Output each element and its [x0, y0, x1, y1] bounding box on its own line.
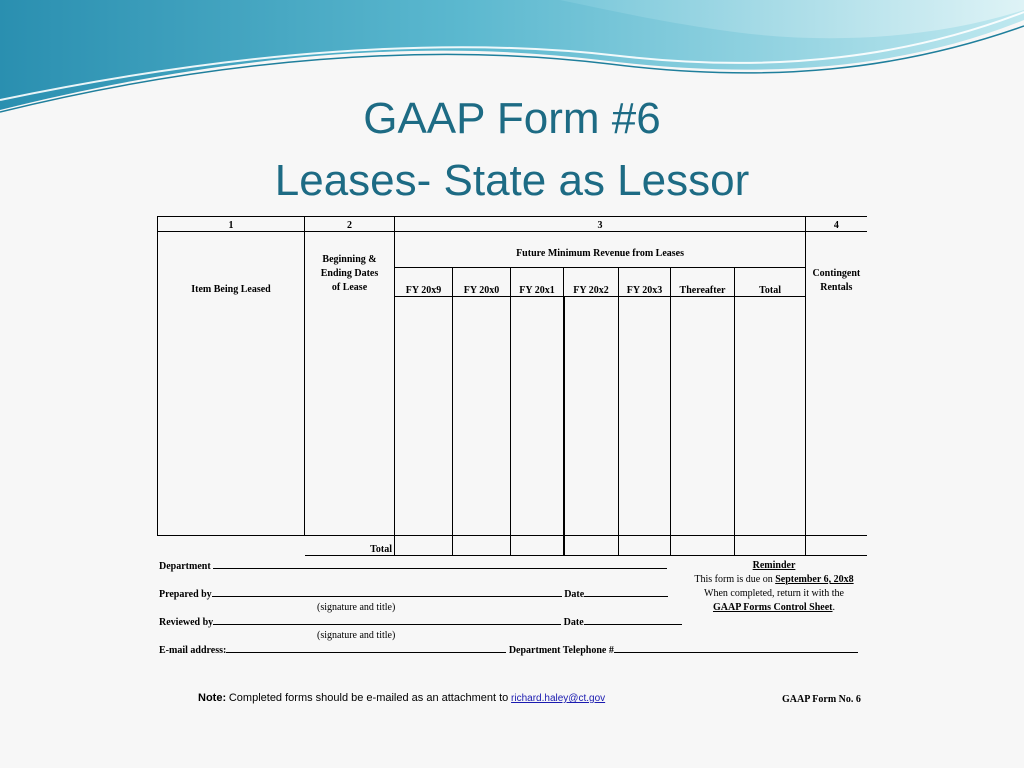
dept-phone-field[interactable]: [614, 644, 858, 653]
prepared-by-field[interactable]: [212, 588, 562, 597]
fy-cell[interactable]: [564, 297, 619, 536]
total-thereafter-cell[interactable]: [671, 536, 735, 556]
dates-header-line: of Lease: [331, 281, 368, 293]
fy-cell[interactable]: [619, 297, 671, 536]
contingent-line: Contingent: [812, 267, 861, 279]
contingent-header: [806, 232, 867, 297]
item-header: Item Being Leased: [158, 232, 305, 297]
total-fy-cell[interactable]: [511, 536, 564, 556]
total-fy-cell[interactable]: [619, 536, 671, 556]
reviewed-line: [159, 616, 682, 628]
signature-hint: (signature and title): [317, 602, 396, 613]
reviewed-by-label: Reviewed by: [159, 617, 214, 628]
reminder-line2: When completed, return it with the: [704, 588, 844, 599]
reminder-text: This form is due on: [694, 574, 773, 585]
total-fy-cell[interactable]: [453, 536, 511, 556]
control-sheet: GAAP Forms Control Sheet: [712, 602, 833, 613]
signature-hint: (signature and title): [317, 630, 396, 641]
thereafter-header: Thereafter: [671, 268, 735, 297]
department-line: [159, 560, 667, 572]
fy-header: FY 20x3: [619, 268, 671, 297]
lease-table: [157, 216, 867, 556]
note-label: Note:: [198, 692, 227, 704]
fy-cell[interactable]: [511, 297, 564, 536]
department-field[interactable]: [213, 560, 667, 569]
col-number: 1: [158, 217, 305, 232]
total-total-cell[interactable]: [735, 536, 806, 556]
thereafter-cell[interactable]: [671, 297, 735, 536]
fy-header: FY 20x2: [564, 268, 619, 297]
email-line: [159, 644, 858, 656]
note-text: Completed forms should be e-mailed as an attachment to: [228, 692, 509, 704]
prepared-by-label: Prepared by: [159, 589, 212, 600]
total-header: Total: [735, 268, 806, 297]
dates-cell[interactable]: [305, 297, 395, 536]
page-title: GAAP Form #6: [363, 94, 661, 143]
note: [198, 692, 605, 704]
dates-header: [305, 232, 395, 297]
dates-header-line: Beginning &: [322, 253, 377, 265]
date-label: Date: [564, 589, 585, 600]
email-field[interactable]: [226, 644, 506, 653]
fy-header: FY 20x0: [453, 268, 511, 297]
contingent-cell[interactable]: [806, 297, 867, 536]
reminder-heading: [681, 560, 867, 571]
email-link[interactable]: richard.haley@ct.gov: [511, 693, 606, 704]
total-row-label: Total: [305, 536, 395, 556]
blank: [158, 536, 305, 556]
prepared-line: [159, 588, 668, 600]
col-number: 4: [806, 217, 867, 232]
fy-header: FY 20x1: [511, 268, 564, 297]
total-cell[interactable]: [735, 297, 806, 536]
date-label: Date: [563, 617, 584, 628]
dept-phone-label: Department Telephone #: [508, 645, 614, 656]
reminder-line3: [681, 602, 867, 613]
contingent-line: Rentals: [820, 281, 853, 293]
form-number: GAAP Form No. 6: [782, 694, 861, 705]
department-label: Department: [159, 561, 211, 572]
dates-header-line: Ending Dates: [320, 267, 379, 279]
email-label: E-mail address:: [159, 645, 227, 656]
reminder-line1: [681, 574, 867, 585]
fy-cell[interactable]: [395, 297, 453, 536]
col-number: 3: [395, 217, 806, 232]
date-field[interactable]: [584, 616, 682, 625]
total-contingent-cell[interactable]: [806, 536, 867, 556]
due-date: September 6, 20x8: [775, 574, 854, 585]
reviewed-by-field[interactable]: [213, 616, 561, 625]
period: .: [832, 602, 836, 613]
total-fy-cell[interactable]: [395, 536, 453, 556]
fy-cell[interactable]: [453, 297, 511, 536]
col-number: 2: [305, 217, 395, 232]
date-field[interactable]: [584, 588, 668, 597]
future-revenue-header: Future Minimum Revenue from Leases: [395, 232, 806, 268]
total-fy-cell[interactable]: [564, 536, 619, 556]
reminder-heading-text: Reminder: [752, 560, 796, 571]
item-cell[interactable]: [158, 297, 305, 536]
fy-header: FY 20x9: [395, 268, 453, 297]
page-subtitle: Leases- State as Lessor: [274, 156, 750, 205]
